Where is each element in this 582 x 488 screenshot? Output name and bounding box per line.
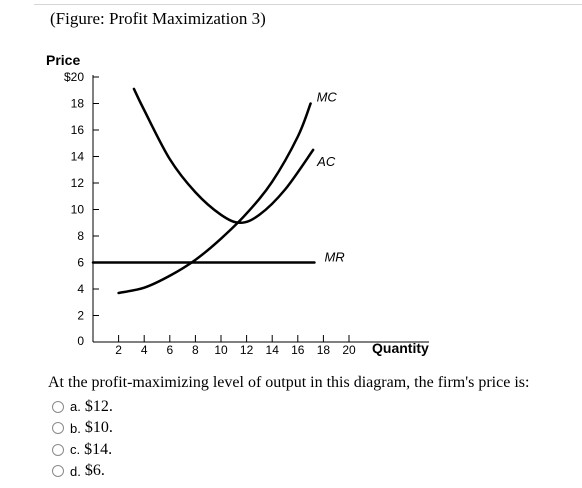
mc-label: MC bbox=[316, 89, 337, 105]
x-tick-label: 10 bbox=[214, 343, 228, 357]
option-value: $14. bbox=[84, 440, 113, 458]
ac-curve bbox=[134, 89, 313, 223]
option-letter: c. bbox=[70, 442, 81, 458]
ac-label: AC bbox=[317, 153, 336, 169]
option-value: $10. bbox=[84, 419, 113, 437]
x-tick-label: 14 bbox=[265, 343, 279, 357]
option-d[interactable] bbox=[52, 461, 113, 483]
y-tick-label: 10 bbox=[70, 202, 84, 217]
figure-caption: (Figure: Profit Maximization 3) bbox=[50, 9, 266, 28]
y-axis-label: Price bbox=[46, 52, 81, 68]
x-tick-label: 18 bbox=[316, 343, 331, 357]
y-tick-label: 16 bbox=[70, 123, 84, 137]
option-a[interactable] bbox=[52, 396, 113, 418]
y-tick-label: 2 bbox=[77, 308, 84, 323]
y-tick-label: 0 bbox=[77, 334, 84, 348]
y-tick-label: 12 bbox=[70, 176, 84, 190]
y-tick-label: 4 bbox=[77, 282, 84, 296]
y-tick-label: 8 bbox=[77, 229, 84, 243]
mc-curve bbox=[119, 104, 311, 293]
radio-button[interactable] bbox=[52, 465, 64, 477]
x-tick-label: 4 bbox=[140, 343, 148, 357]
y-tick-label: $20 bbox=[63, 70, 84, 84]
option-letter: d. bbox=[70, 463, 81, 479]
answer-options bbox=[52, 396, 113, 482]
x-tick-label: 12 bbox=[239, 343, 254, 357]
option-value: $6. bbox=[84, 462, 105, 480]
mr-label: MR bbox=[324, 249, 345, 265]
x-axis-label: Quantity bbox=[372, 340, 429, 356]
option-c[interactable] bbox=[52, 439, 113, 461]
x-tick-label: 8 bbox=[192, 343, 199, 357]
radio-button[interactable] bbox=[52, 444, 64, 456]
radio-button[interactable] bbox=[52, 401, 64, 413]
y-tick-label: 18 bbox=[70, 96, 84, 111]
option-b[interactable] bbox=[52, 418, 113, 440]
x-tick-label: 2 bbox=[115, 343, 122, 357]
question-text: At the profit-maximizing level of output in this diagram, the firm's price is: bbox=[48, 374, 530, 391]
y-tick-label: 14 bbox=[70, 149, 84, 164]
option-letter: a. bbox=[70, 399, 81, 415]
option-value: $12. bbox=[84, 397, 113, 415]
x-tick-label: 6 bbox=[166, 343, 174, 357]
radio-button[interactable] bbox=[52, 422, 64, 434]
option-letter: b. bbox=[70, 420, 81, 436]
y-tick-label: 6 bbox=[77, 255, 84, 270]
x-tick-label: 20 bbox=[342, 343, 356, 357]
x-tick-label: 16 bbox=[291, 343, 305, 357]
